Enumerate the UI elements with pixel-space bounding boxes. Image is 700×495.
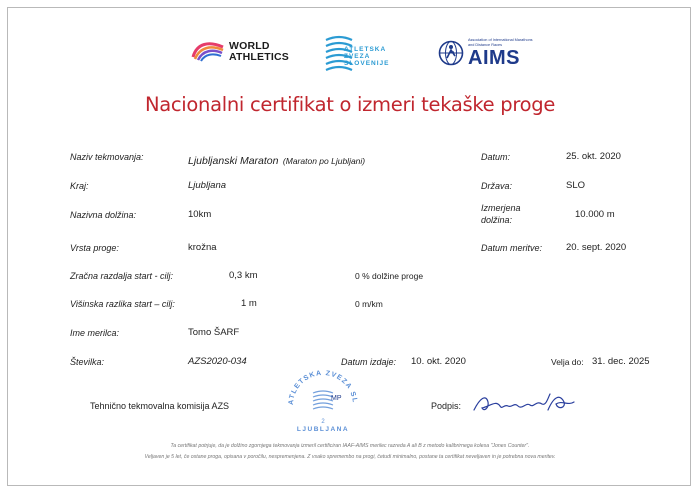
wa-line2: ATHLETICS [229,51,289,63]
event-name-sub: (Maraton po Ljubljani) [282,156,366,166]
footer-line-1: Ta certifikat potrjuje, da je dolžino zgornjega tekmovanja izmeril certificiran IAAF-AIMS merilec razreda A ali B z metodo kalibrirnega kolesa "Jones Counter". [170,443,530,449]
wa-line1: WORLD [229,40,270,52]
stamp-mp: MP [331,395,342,402]
course-type-label: Vrsta proge: [70,243,119,253]
world-athletics-wordmark [229,41,289,63]
number-value: AZS2020-034 [188,356,247,367]
valid-until-label: Velja do: [551,357,584,367]
stamp-graphic [283,367,363,437]
aims-logo [438,38,538,70]
measure-date-label: Datum meritve: [481,243,543,253]
elevation-label: Višinska razlika start – cilj: [70,299,175,309]
issue-date-label: Datum izdaje: [341,357,397,367]
issue-date-value: 10. okt. 2020 [411,356,466,367]
separation-label: Zračna razdalja start - cilj: [70,271,174,281]
measured-length-label-2: dolžina: [481,215,513,225]
signature-scribble [470,388,580,420]
footer-line-2: Veljaven je 5 let, če ostane proga, opisana v poročilu, nespremenjena. Z vsako spremembo na progi, četudi minimalno, postane ta certifikat neveljaven in je potrebna nova meritev. [144,454,556,460]
place-label: Kraj: [70,181,89,191]
aims-wordmark: AIMS [468,47,520,69]
measurer-value: Tomo ŠARF [188,327,240,338]
valid-until-value: 31. dec. 2025 [592,356,650,367]
course-type-value: krožna [188,242,217,253]
aims-globe-icon [438,40,464,66]
measured-length-label-1: Izmerjena [481,203,521,213]
commission-text: Tehnično tekmovalna komisija AZS [90,401,230,411]
aazs-line3: SLOVENIJE [344,60,390,67]
measurer-label: Ime merilca: [70,328,120,338]
aazs-line1: ATLETSKA [344,46,387,53]
signature-label: Podpis: [431,401,462,411]
stamp-bottom-text: LJUBLJANA [296,426,350,433]
certificate-title: Nacionalni certifikat o izmeri tekaške proge [144,93,556,116]
nominal-length-value: 10km [188,209,212,220]
elevation-ratio: 0 m/km [355,299,383,309]
date-label: Datum: [481,152,511,162]
aazs-wordmark [344,46,389,67]
separation-percent: 0 % dolžine proge [355,271,424,281]
aazs-line2: ZVEZA [344,53,371,60]
aims-subtitle: Association of International Marathons and Distance Races [468,38,533,47]
number-label: Številka: [70,357,105,367]
stamp-number: 2 [321,419,325,425]
measure-date-value: 20. sept. 2020 [566,242,627,253]
separation-value: 0,3 km [229,270,258,281]
place-value: Ljubljana [188,180,227,191]
elevation-value: 1 m [241,298,257,309]
world-athletics-emblem-icon [191,39,225,63]
official-stamp [283,367,363,437]
country-value: SLO [566,180,586,191]
aazs-logo [324,34,408,74]
country-label: Država: [481,181,513,191]
stamp-ring-text: ATLETSKA ZVEZA SL [287,369,359,406]
world-athletics-logo [191,39,301,65]
event-name-value: Ljubljanski Maraton [188,155,279,167]
event-name [188,151,365,169]
date-value: 25. okt. 2020 [566,151,621,162]
measured-length-value: 10.000 m [575,209,615,220]
event-name-label: Naziv tekmovanja: [70,152,144,162]
nominal-length-label: Nazivna dolžina: [70,210,137,220]
